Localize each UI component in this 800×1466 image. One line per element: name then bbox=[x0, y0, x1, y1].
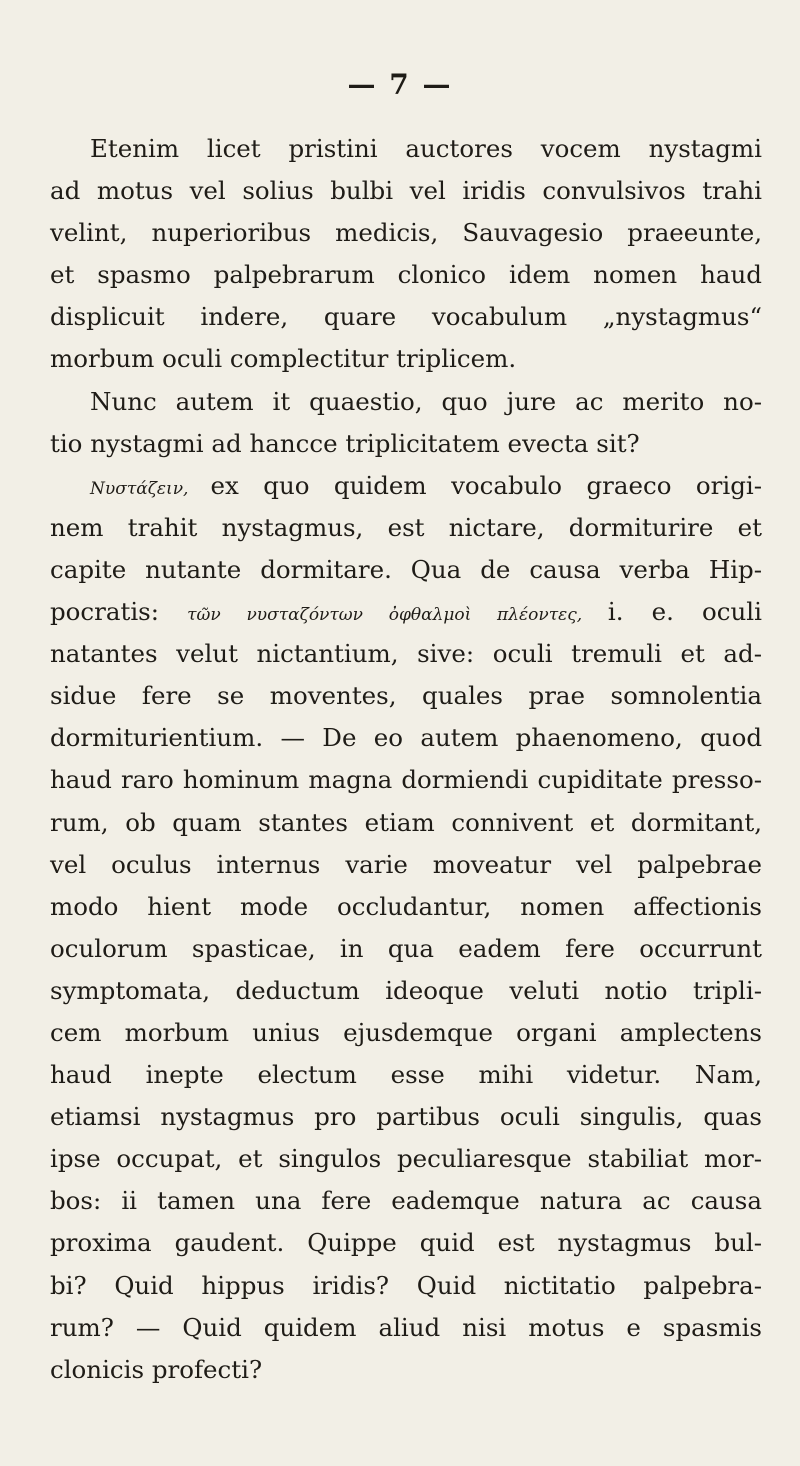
text-line bbox=[50, 254, 762, 296]
text-line bbox=[50, 465, 762, 507]
line-text: nem trahit nystagmus, est nictare, dormiturire et bbox=[50, 512, 762, 542]
line-text: cem morbum unius ejusdemque organi amplectens bbox=[50, 1017, 762, 1047]
line-text: clonicis profecti? bbox=[50, 1354, 263, 1384]
line-text: i. e. oculi bbox=[607, 597, 762, 627]
line-text: bos: ii tamen una fere eademque natura ac causa bbox=[50, 1186, 762, 1216]
text-line bbox=[50, 549, 762, 591]
line-text: dormiturientium. — De eo autem phaenomeno, quod bbox=[50, 723, 762, 753]
text-line bbox=[50, 844, 762, 886]
line-text: bi? Quid hippus iridis? Quid nictitatio palpebra- bbox=[50, 1270, 762, 1300]
text-line bbox=[50, 970, 762, 1012]
greek-quote: τῶν νυσταζόντων ὀφθαλμοὶ πλέοντες, bbox=[187, 605, 608, 626]
line-text: tio nystagmi ad hancce triplicitatem evecta sit? bbox=[50, 428, 640, 458]
text-line bbox=[50, 1138, 762, 1180]
text-line bbox=[50, 802, 762, 844]
line-text: ipse occupat, et singulos peculiaresque stabiliat mor- bbox=[50, 1144, 762, 1174]
line-text: capite nutante dormitare. Qua de causa verba Hip- bbox=[50, 554, 762, 584]
text-line bbox=[50, 759, 762, 801]
text-line bbox=[50, 507, 762, 549]
line-text: symptomata, deductum ideoque veluti notio tripli- bbox=[50, 975, 762, 1005]
line-text: et spasmo palpebrarum clonico idem nomen haud bbox=[50, 260, 762, 290]
line-text: ad motus vel solius bulbi vel iridis convulsivos trahi bbox=[50, 176, 762, 206]
line-text: Etenim licet pristini auctores vocem nystagmi bbox=[90, 134, 762, 163]
text-line bbox=[50, 1265, 762, 1307]
text-line bbox=[50, 1307, 762, 1349]
line-text: sidue fere se moventes, quales prae somnolentia bbox=[50, 681, 762, 711]
text-line bbox=[50, 128, 762, 170]
line-text: Nunc autem it quaestio, quo jure ac merito no- bbox=[90, 386, 762, 416]
line-text: etiamsi nystagmus pro partibus oculi singulis, quas bbox=[50, 1102, 762, 1132]
text-line bbox=[50, 338, 762, 380]
line-text: natantes velut nictantium, sive: oculi tremuli et ad- bbox=[50, 639, 762, 669]
line-text: velint, nuperioribus medicis, Sauvagesio praeeunte, bbox=[50, 218, 762, 248]
line-text: vel oculus internus varie moveatur vel palpebrae bbox=[50, 849, 762, 879]
line-text: haud inepte electum esse mihi videtur. Nam, bbox=[50, 1060, 762, 1090]
text-line bbox=[50, 1349, 762, 1391]
line-text: oculorum spasticae, in qua eadem fere occurrunt bbox=[50, 933, 762, 963]
text-line bbox=[50, 1222, 762, 1264]
text-line bbox=[50, 381, 762, 423]
text-line bbox=[50, 886, 762, 928]
page-number: — 7 — bbox=[347, 68, 453, 101]
text-line bbox=[50, 296, 762, 338]
line-text: displicuit indere, quare vocabulum „nystagmus“ bbox=[50, 302, 762, 332]
line-text: rum, ob quam stantes etiam connivent et dormitant, bbox=[50, 807, 762, 837]
text-line bbox=[50, 928, 762, 970]
text-line bbox=[50, 212, 762, 254]
line-text: haud raro hominum magna dormiendi cupiditate presso- bbox=[50, 765, 762, 795]
text-line bbox=[50, 423, 762, 465]
text-line bbox=[50, 1096, 762, 1138]
line-text: morbum oculi complectitur triplicem. bbox=[50, 344, 517, 374]
line-prefix: pocratis: bbox=[50, 597, 188, 627]
line-text: ex quo quidem vocabulo graeco origi- bbox=[210, 470, 762, 500]
text-line bbox=[50, 170, 762, 212]
text-line bbox=[50, 1012, 762, 1054]
text-line bbox=[50, 591, 762, 633]
line-text: proxima gaudent. Quippe quid est nystagmus bul- bbox=[50, 1228, 762, 1258]
body-text bbox=[50, 128, 762, 1391]
text-line bbox=[50, 1180, 762, 1222]
greek-quote: Νυστάζειν, bbox=[90, 478, 211, 499]
text-line bbox=[50, 1054, 762, 1096]
line-text: rum? — Quid quidem aliud nisi motus e spasmis bbox=[50, 1312, 762, 1342]
text-line bbox=[50, 633, 762, 675]
line-text: modo hient mode occludantur, nomen affectionis bbox=[50, 891, 762, 921]
text-line bbox=[50, 675, 762, 717]
text-line bbox=[50, 717, 762, 759]
